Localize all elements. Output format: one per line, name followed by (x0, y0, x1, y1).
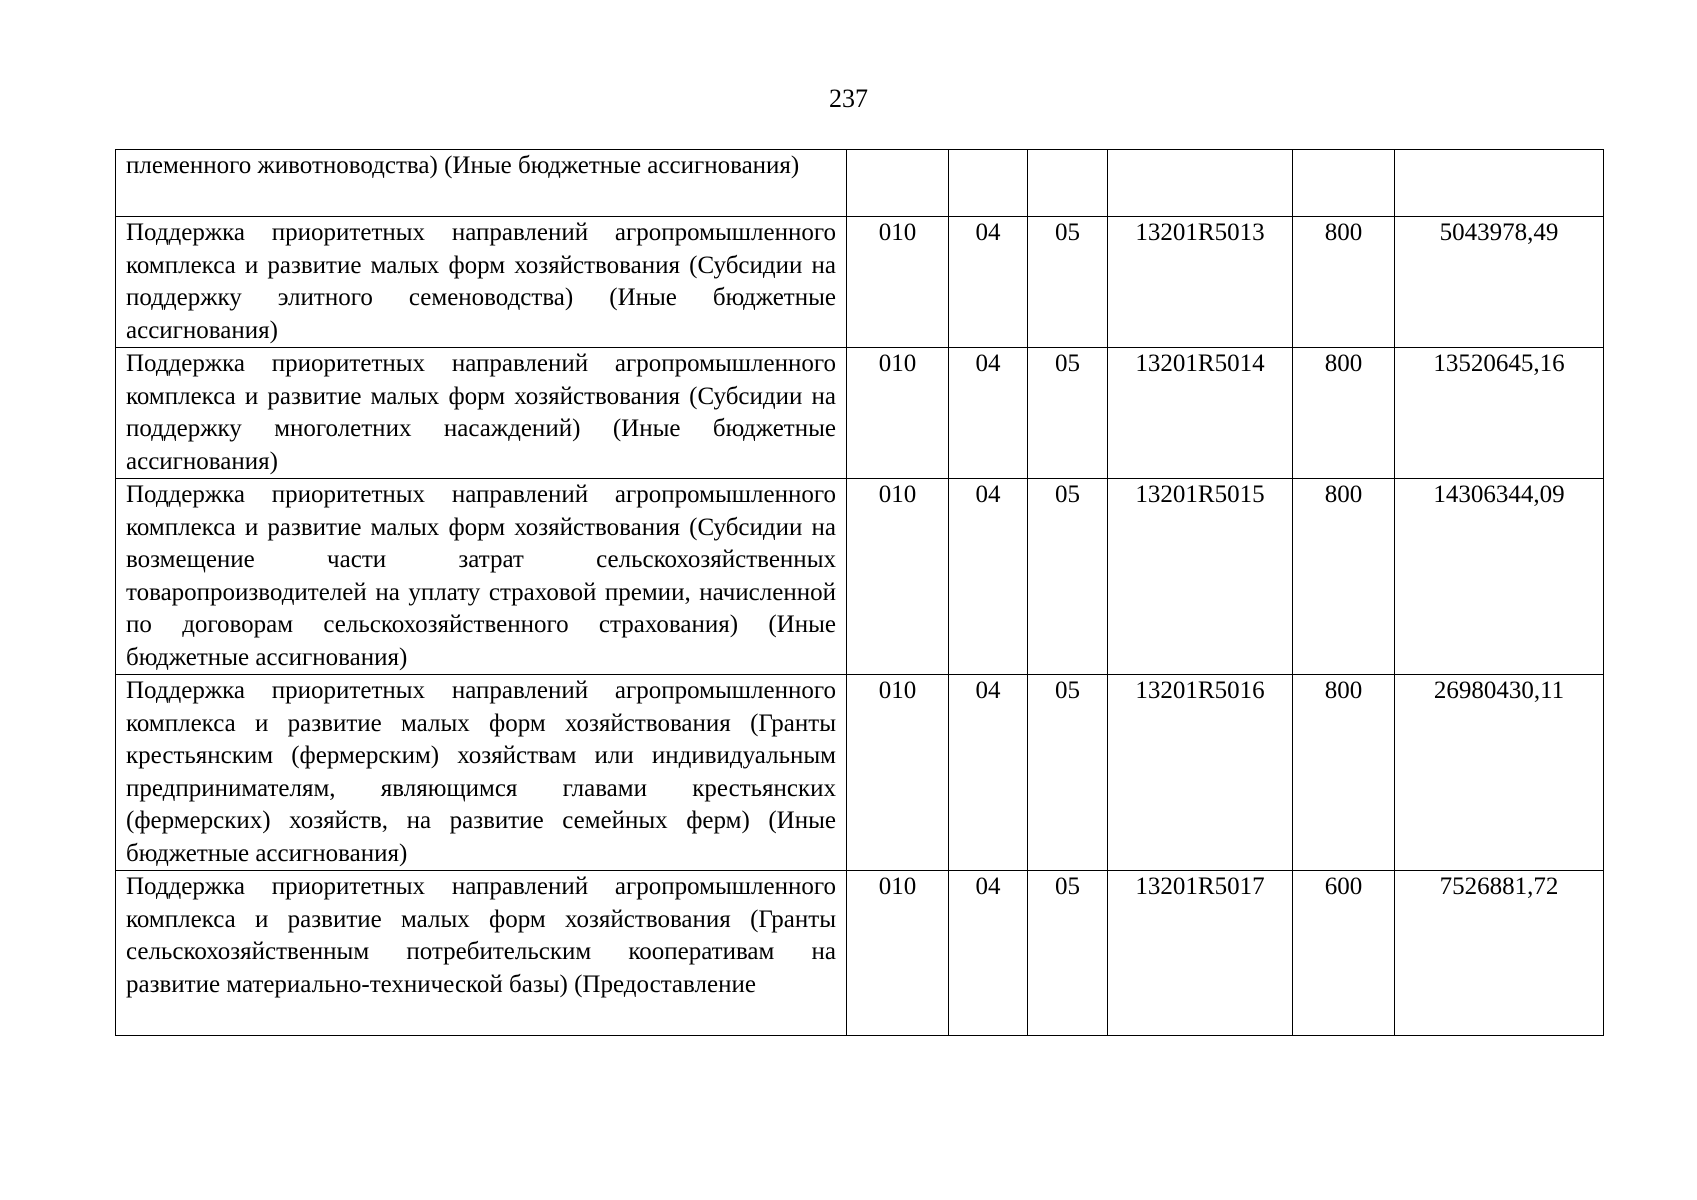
subsection-code: 05 (1028, 348, 1108, 479)
amount-value: 26980430,11 (1395, 675, 1604, 871)
subsection-code: 05 (1028, 871, 1108, 1036)
row-description: Поддержка приоритетных направлений агропромышленного комплекса и развитие малых форм хозяйствования (Гранты крестьянским (фермерским) хозяйствам или индивидуальным предпринимателям, являющимся главами крестьянских (фермерских) хозяйств, на развитие семейных ферм) (Иные бюджетные ассигнования) (116, 675, 847, 871)
subsection-code: 05 (1028, 675, 1108, 871)
table-row (116, 150, 1604, 217)
row-description: Поддержка приоритетных направлений агропромышленного комплекса и развитие малых форм хозяйствования (Субсидии на возмещение части затрат сельскохозяйственных товаропроизводителей на уплату страховой премии, начисленной по договорам сельскохозяйственного страхования) (Иные бюджетные ассигнования) (116, 479, 847, 675)
table-row (116, 348, 1604, 479)
budget-table (115, 149, 1604, 1036)
section-code: 04 (949, 348, 1028, 479)
target-article-code (1108, 150, 1293, 217)
row-description: племенного животноводства) (Иные бюджетные ассигнования) (116, 150, 847, 217)
table-row (116, 871, 1604, 1036)
table-row (116, 479, 1604, 675)
ministry-code: 010 (847, 217, 949, 348)
section-code: 04 (949, 217, 1028, 348)
expense-type-code: 600 (1293, 871, 1395, 1036)
amount-value: 13520645,16 (1395, 348, 1604, 479)
subsection-code: 05 (1028, 479, 1108, 675)
amount-value: 5043978,49 (1395, 217, 1604, 348)
amount-value: 7526881,72 (1395, 871, 1604, 1036)
section-code: 04 (949, 871, 1028, 1036)
expense-type-code: 800 (1293, 348, 1395, 479)
row-description: Поддержка приоритетных направлений агропромышленного комплекса и развитие малых форм хозяйствования (Субсидии на поддержку многолетних насаждений) (Иные бюджетные ассигнования) (116, 348, 847, 479)
target-article-code: 13201R5013 (1108, 217, 1293, 348)
section-code: 04 (949, 479, 1028, 675)
ministry-code: 010 (847, 479, 949, 675)
expense-type-code: 800 (1293, 675, 1395, 871)
amount-value (1395, 150, 1604, 217)
amount-value: 14306344,09 (1395, 479, 1604, 675)
row-description: Поддержка приоритетных направлений агропромышленного комплекса и развитие малых форм хозяйствования (Гранты сельскохозяйственным потребительским кооперативам на развитие материально-технической базы) (Предоставление (116, 871, 847, 1036)
target-article-code: 13201R5016 (1108, 675, 1293, 871)
target-article-code: 13201R5015 (1108, 479, 1293, 675)
expense-type-code: 800 (1293, 217, 1395, 348)
ministry-code: 010 (847, 348, 949, 479)
page-number: 237 (829, 84, 868, 113)
row-description: Поддержка приоритетных направлений агропромышленного комплекса и развитие малых форм хозяйствования (Субсидии на поддержку элитного семеноводства) (Иные бюджетные ассигнования) (116, 217, 847, 348)
ministry-code: 010 (847, 675, 949, 871)
ministry-code (847, 150, 949, 217)
subsection-code: 05 (1028, 217, 1108, 348)
section-code (949, 150, 1028, 217)
expense-type-code: 800 (1293, 479, 1395, 675)
section-code: 04 (949, 675, 1028, 871)
ministry-code: 010 (847, 871, 949, 1036)
table-row (116, 675, 1604, 871)
expense-type-code (1293, 150, 1395, 217)
target-article-code: 13201R5014 (1108, 348, 1293, 479)
table-row (116, 217, 1604, 348)
target-article-code: 13201R5017 (1108, 871, 1293, 1036)
subsection-code (1028, 150, 1108, 217)
